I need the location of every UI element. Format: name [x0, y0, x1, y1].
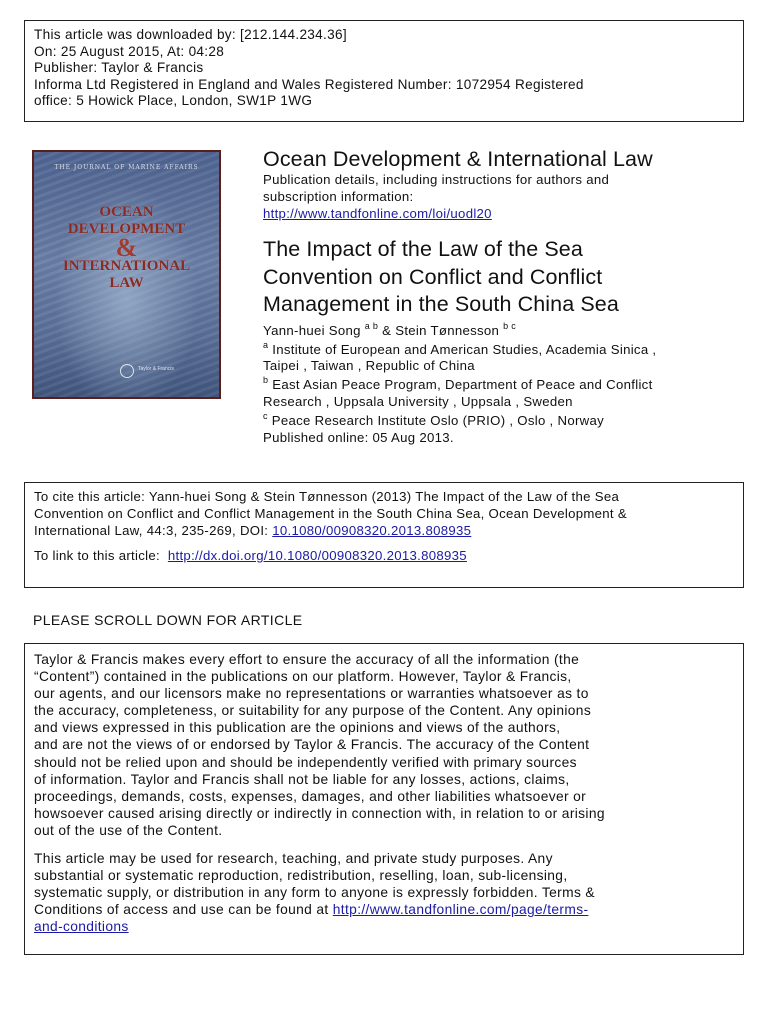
cover-title-amp: & — [115, 233, 138, 262]
affiliation-line: East Asian Peace Program, Department of Peace and Conflict — [272, 377, 653, 393]
usage-terms-line: Conditions of access and use can be found at — [34, 902, 333, 918]
affiliation-line: Research , Uppsala University , Uppsala , Sweden — [263, 394, 573, 410]
article-link-line — [34, 548, 734, 565]
scroll-notice: PLEASE SCROLL DOWN FOR ARTICLE — [33, 612, 303, 628]
citation-box — [24, 482, 744, 588]
disclaimer-line: “Content”) contained in the publications on our platform. However, Taylor & Francis, — [34, 669, 572, 685]
affiliation — [263, 377, 743, 411]
citation-line: To cite this article: Yann-huei Song & Stein Tønnesson (2013) The Impact of the Law of the Sea — [34, 489, 620, 504]
affiliation — [263, 339, 743, 376]
disclaimer-line: and views expressed in this publication are the opinions and views of the authors, — [34, 720, 561, 736]
download-notice-line: On: 25 August 2015, At: 04:28 — [34, 43, 225, 59]
author-name: Yann-huei Song — [263, 322, 361, 338]
usage-terms-line: This article may be used for research, teaching, and private study purposes. Any — [34, 851, 553, 867]
article-doi-url-link[interactable]: http://dx.doi.org/10.1080/00908320.2013.808935 — [167, 548, 467, 564]
author-affiliation-marks: b c — [503, 320, 517, 331]
disclaimer-line: proceedings, demands, costs, expenses, damages, and other liabilities whatsoever or — [34, 788, 587, 804]
journal-info — [263, 146, 743, 446]
disclaimer-line: and are not the views of or endorsed by Taylor & Francis. The accuracy of the Content — [34, 737, 590, 753]
disclaimer-paragraph — [34, 651, 734, 839]
terms-url-link[interactable]: http://www.tandfonline.com/page/terms- — [332, 902, 589, 918]
cover-title — [42, 204, 211, 292]
disclaimer-line: the accuracy, completeness, or suitability for any purpose of the Content. Any opinions — [34, 703, 592, 719]
cover-title-line: DEVELOPMENT — [67, 221, 186, 237]
citation-line: Convention on Conflict and Conflict Management in the South China Sea, Ocean Development & — [34, 505, 627, 521]
article-title-line: The Impact of the Law of the Sea — [263, 237, 583, 262]
published-online-date: Published online: 05 Aug 2013. — [263, 429, 454, 445]
affiliation-line: Institute of European and American Studies, Academia Sinica , — [272, 341, 657, 357]
journal-url-link[interactable]: http://www.tandfonline.com/loi/uodl20 — [263, 205, 492, 221]
cover-title-line: INTERNATIONAL — [62, 258, 191, 274]
usage-terms-line: substantial or systematic reproduction, redistribution, reselling, loan, sub-licensing, — [34, 868, 568, 884]
affiliation-mark: b — [263, 375, 269, 386]
download-notice-line: Informa Ltd Registered in England and Wales Registered Number: 1072954 Registered — [34, 76, 584, 92]
usage-terms-paragraph — [34, 850, 734, 935]
affiliation-line: Peace Research Institute Oslo (PRIO) , Oslo , Norway — [271, 412, 604, 428]
doi-link[interactable]: 10.1080/00908320.2013.808935 — [272, 522, 472, 538]
article-link-label: To link to this article: — [34, 548, 164, 564]
cover-title-line: LAW — [109, 275, 144, 291]
cover-top-text: THE JOURNAL OF MARINE AFFAIRS — [54, 164, 199, 171]
affiliation-line: Taipei , Taiwan , Republic of China — [263, 358, 475, 374]
disclaimer-line: howsoever caused arising directly or indirectly in connection with, in relation to or arising — [34, 805, 605, 821]
cover-publisher: Taylor & Francis — [138, 366, 174, 372]
disclaimer-line: Taylor & Francis makes every effort to ensure the accuracy of all the information (the — [34, 652, 580, 667]
publication-details — [263, 172, 743, 222]
author-affiliation-marks: a b — [364, 320, 379, 331]
download-notice-line: office: 5 Howick Place, London, SW1P 1WG — [34, 93, 313, 109]
disclaimer-line: out of the use of the Content. — [34, 822, 223, 838]
disclaimer-box — [24, 643, 744, 955]
disclaimer-line: of information. Taylor and Francis shall not be liable for any losses, actions, claims, — [34, 771, 570, 787]
publication-details-line: Publication details, including instructions for authors and — [263, 172, 610, 187]
publisher-logo-icon — [120, 364, 134, 378]
authors — [263, 320, 743, 340]
cover-title-line: OCEAN — [99, 204, 154, 220]
publication-details-line: subscription information: — [263, 188, 414, 204]
journal-title: Ocean Development & International Law — [263, 147, 653, 171]
affiliation-mark: a — [263, 339, 269, 350]
download-notice-line: This article was downloaded by: [212.144.234.36] — [34, 27, 347, 42]
citation-prefix: International Law, 44:3, 235-269, DOI: — [34, 522, 273, 538]
citation-line — [34, 523, 734, 540]
affiliation — [263, 410, 743, 430]
journal-cover-image — [32, 150, 221, 399]
disclaimer-line: should not be relied upon and should be independently verified with primary sources — [34, 754, 577, 770]
author-name: Stein Tønnesson — [395, 322, 500, 338]
download-notice-line: Publisher: Taylor & Francis — [34, 60, 204, 76]
disclaimer-line: our agents, and our licensors make no representations or warranties whatsoever as to — [34, 686, 589, 702]
article-title-line: Convention on Conflict and Conflict — [263, 264, 603, 289]
author-separator: & — [378, 322, 396, 338]
terms-url-link-continued[interactable]: and-conditions — [34, 919, 129, 935]
article-title-line: Management in the South China Sea — [263, 292, 619, 317]
download-notice-box — [24, 20, 744, 122]
affiliation-mark: c — [263, 410, 268, 421]
article-title — [263, 236, 743, 319]
usage-terms-line: systematic supply, or distribution in any form to anyone is expressly forbidden. Terms & — [34, 885, 595, 901]
